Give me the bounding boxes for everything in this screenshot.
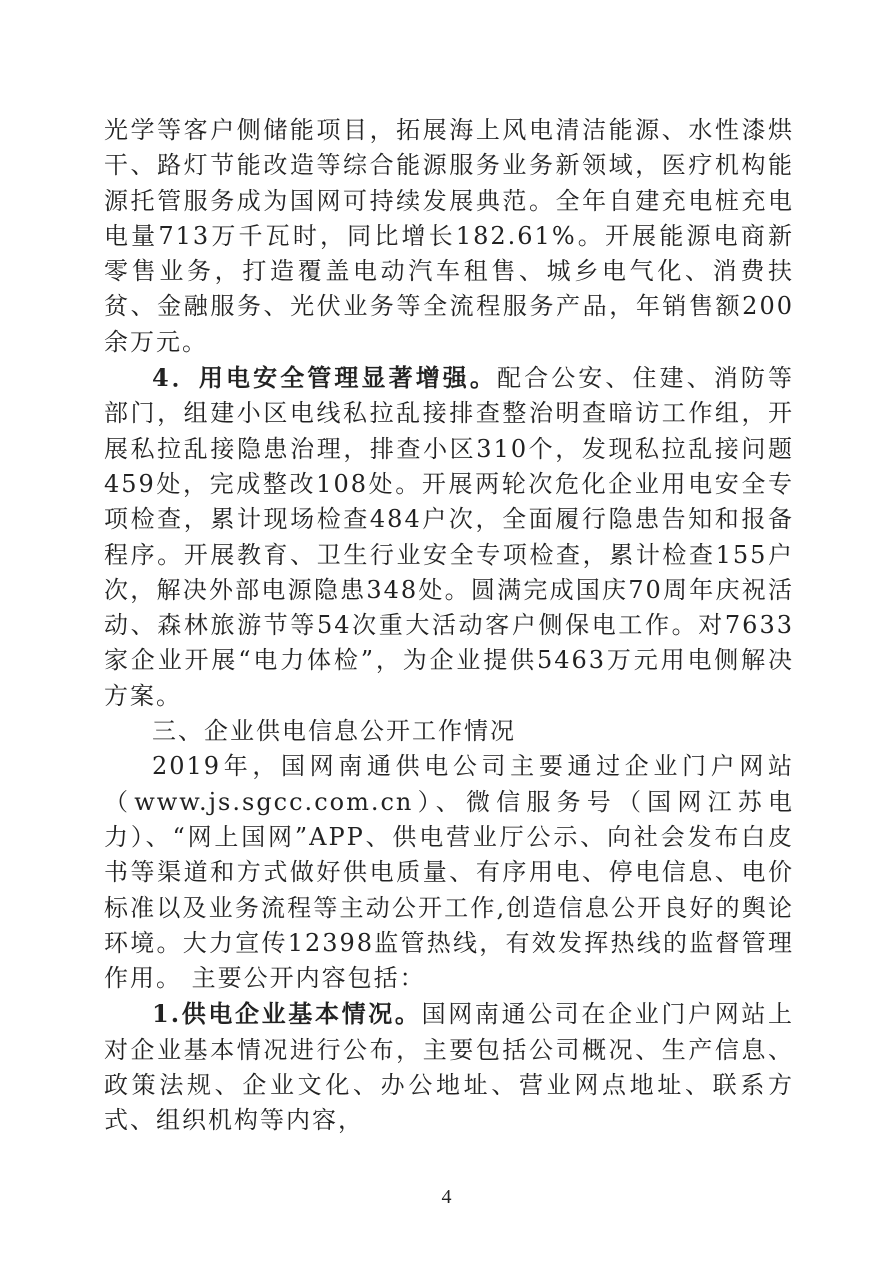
paragraph-body: 国网南通公司在企业门户网站上对企业基本情况进行公布，主要包括公司概况、生产信息、政策法规、企业文化、办公地址、营业网点地址、联系方式、组织机构等内容，: [104, 1000, 795, 1135]
paragraph-basic-info: [104, 996, 794, 1138]
body-text: [104, 113, 794, 1139]
section-heading: 三、企业供电信息公开工作情况: [152, 717, 516, 746]
paragraph-disclosure: 2019年，国网南通供电公司主要通过企业门户网站（www.js.sgcc.com.cn）、微信服务号（国网江苏电力）、“网上国网”APP、供电营业厅公示、向社会发布白皮书等渠道和方式做好供电质量、有序用电、停电信息、电价标准以及业务流程等主动公开工作,创造信息公开良好的舆论环境。大力宣传12398监管热线，有效发挥热线的监督管理作用。 主要公开内容包括：: [104, 752, 794, 993]
paragraph-title: 4．用电安全管理显著增强。: [152, 363, 497, 393]
paragraph-body: 配合公安、住建、消防等部门，组建小区电线私拉乱接排查整治明查暗访工作组，开展私拉乱接隐患治理，排查小区310个，发现私拉乱接问题459处，完成整改108处。开展两轮次危化企业用电安全专项检查，累计现场检查484户次，全面履行隐患告知和报备程序。开展教育、卫生行业安全专项检查，累计检查155户次，解决外部电源隐患348处。圆满完成国庆70周年庆祝活动、森林旅游节等54次重大活动客户侧保电工作。对7633家企业开展“电力体检”，为企业提供5463万元用电侧解决方案。: [104, 364, 794, 710]
page-number: 4: [441, 1186, 452, 1208]
paragraph-title: 1.供电企业基本情况。: [152, 999, 422, 1029]
paragraph-energy-services: 光学等客户侧储能项目，拓展海上风电清洁能源、水性漆烘干、路灯节能改造等综合能源服务业务新领域，医疗机构能源托管服务成为国网可持续发展典范。全年自建充电桩充电电量713万千瓦时，同比增长182.61%。开展能源电商新零售业务，打造覆盖电动汽车租售、城乡电气化、消费扶贫、金融服务、光伏业务等全流程服务产品，年销售额200余万元。: [104, 116, 794, 356]
paragraph-electricity-safety: [104, 360, 794, 714]
